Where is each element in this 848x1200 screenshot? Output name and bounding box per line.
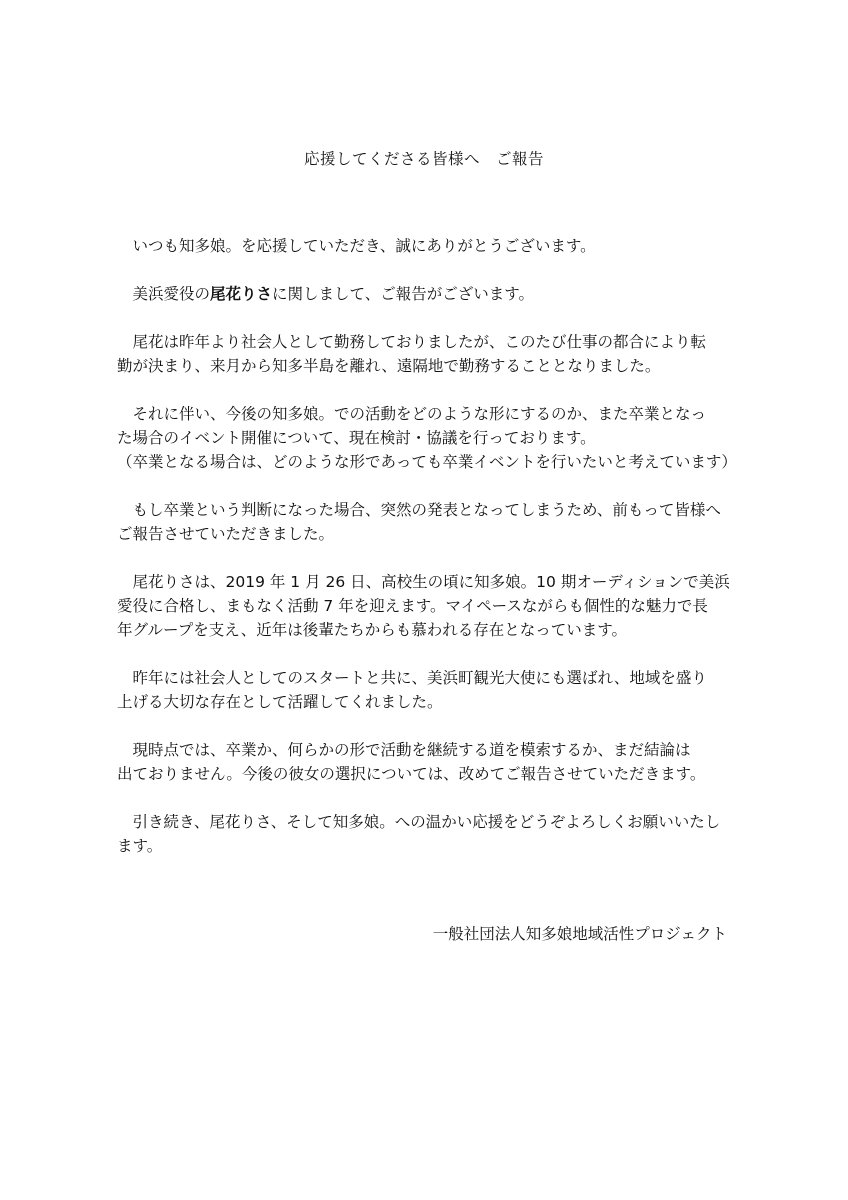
paragraph-line — [117, 282, 737, 306]
paragraph-line: 尾花は昨年より社会人として勤務しておりましたが、このたび仕事の都合により転 — [132, 333, 707, 351]
text-after-name: に関しまして、ご報告がございます。 — [272, 285, 534, 303]
paragraph-line: 出ておりません。今後の彼女の選択については、改めてご報告させていただきます。 — [117, 765, 706, 783]
paragraph-line: それに伴い、今後の知多娘。での活動をどのような形にするのか、また卒業となっ — [132, 405, 707, 423]
paragraph-current-status — [117, 738, 737, 786]
text-before-name: 美浜愛役の — [132, 285, 211, 303]
paragraph-line: （卒業となる場合は、どのような形であっても卒業イベントを行いたいと考えています） — [117, 453, 737, 471]
paragraph-closing — [117, 810, 737, 858]
paragraph-advance-notice — [117, 498, 737, 546]
paragraph-line: た場合のイベント開催について、現在検討・協議を行っております。 — [117, 429, 596, 447]
paragraph-line: 勤が決まり、来月から知多半島を離れ、遠隔地で勤務することとなりました。 — [117, 357, 661, 375]
paragraph-history — [117, 570, 737, 642]
paragraph-greeting — [117, 234, 737, 258]
paragraph-line: 引き続き、尾花りさ、そして知多娘。への温かい応援をどうぞよろしくお願いいたし — [132, 813, 721, 831]
document-title: 応援してくださる皆様へ ご報告 — [303, 150, 544, 168]
member-name: 尾花りさ — [210, 285, 273, 303]
paragraph-line: 愛役に合格し、まもなく活動 7 年を迎えます。マイペースながらも個性的な魅力で長 — [117, 597, 708, 615]
organization-signature: 一般社団法人知多娘地域活性プロジェクト — [432, 925, 727, 943]
paragraph-line: 年グループを支え、近年は後輩たちからも慕われる存在となっています。 — [117, 621, 627, 639]
paragraph-line: 昨年には社会人としてのスタートと共に、美浜町観光大使にも選ばれ、地域を盛り — [132, 669, 707, 687]
paragraph-discussion — [117, 402, 737, 474]
paragraph-line: 上げる大切な存在として活躍してくれました。 — [117, 693, 443, 711]
paragraph-line: いつも知多娘。を応援していただき、誠にありがとうございます。 — [132, 237, 596, 255]
paragraph-line: ご報告させていただきました。 — [117, 525, 335, 543]
paragraph-transfer — [117, 330, 737, 378]
paragraph-line: ます。 — [117, 837, 163, 855]
document-body — [117, 234, 737, 882]
paragraph-ambassador — [117, 666, 737, 714]
paragraph-line: 現時点では、卒業か、何らかの形で活動を継続する道を模索するか、まだ結論は — [132, 741, 691, 759]
paragraph-line: 尾花りさは、2019 年 1 月 26 日、高校生の頃に知多娘。10 期オーディションで美浜 — [132, 573, 730, 591]
paragraph-line: もし卒業という判断になった場合、突然の発表となってしまうため、前もって皆様へ — [132, 501, 721, 519]
paragraph-announcement — [117, 282, 737, 306]
